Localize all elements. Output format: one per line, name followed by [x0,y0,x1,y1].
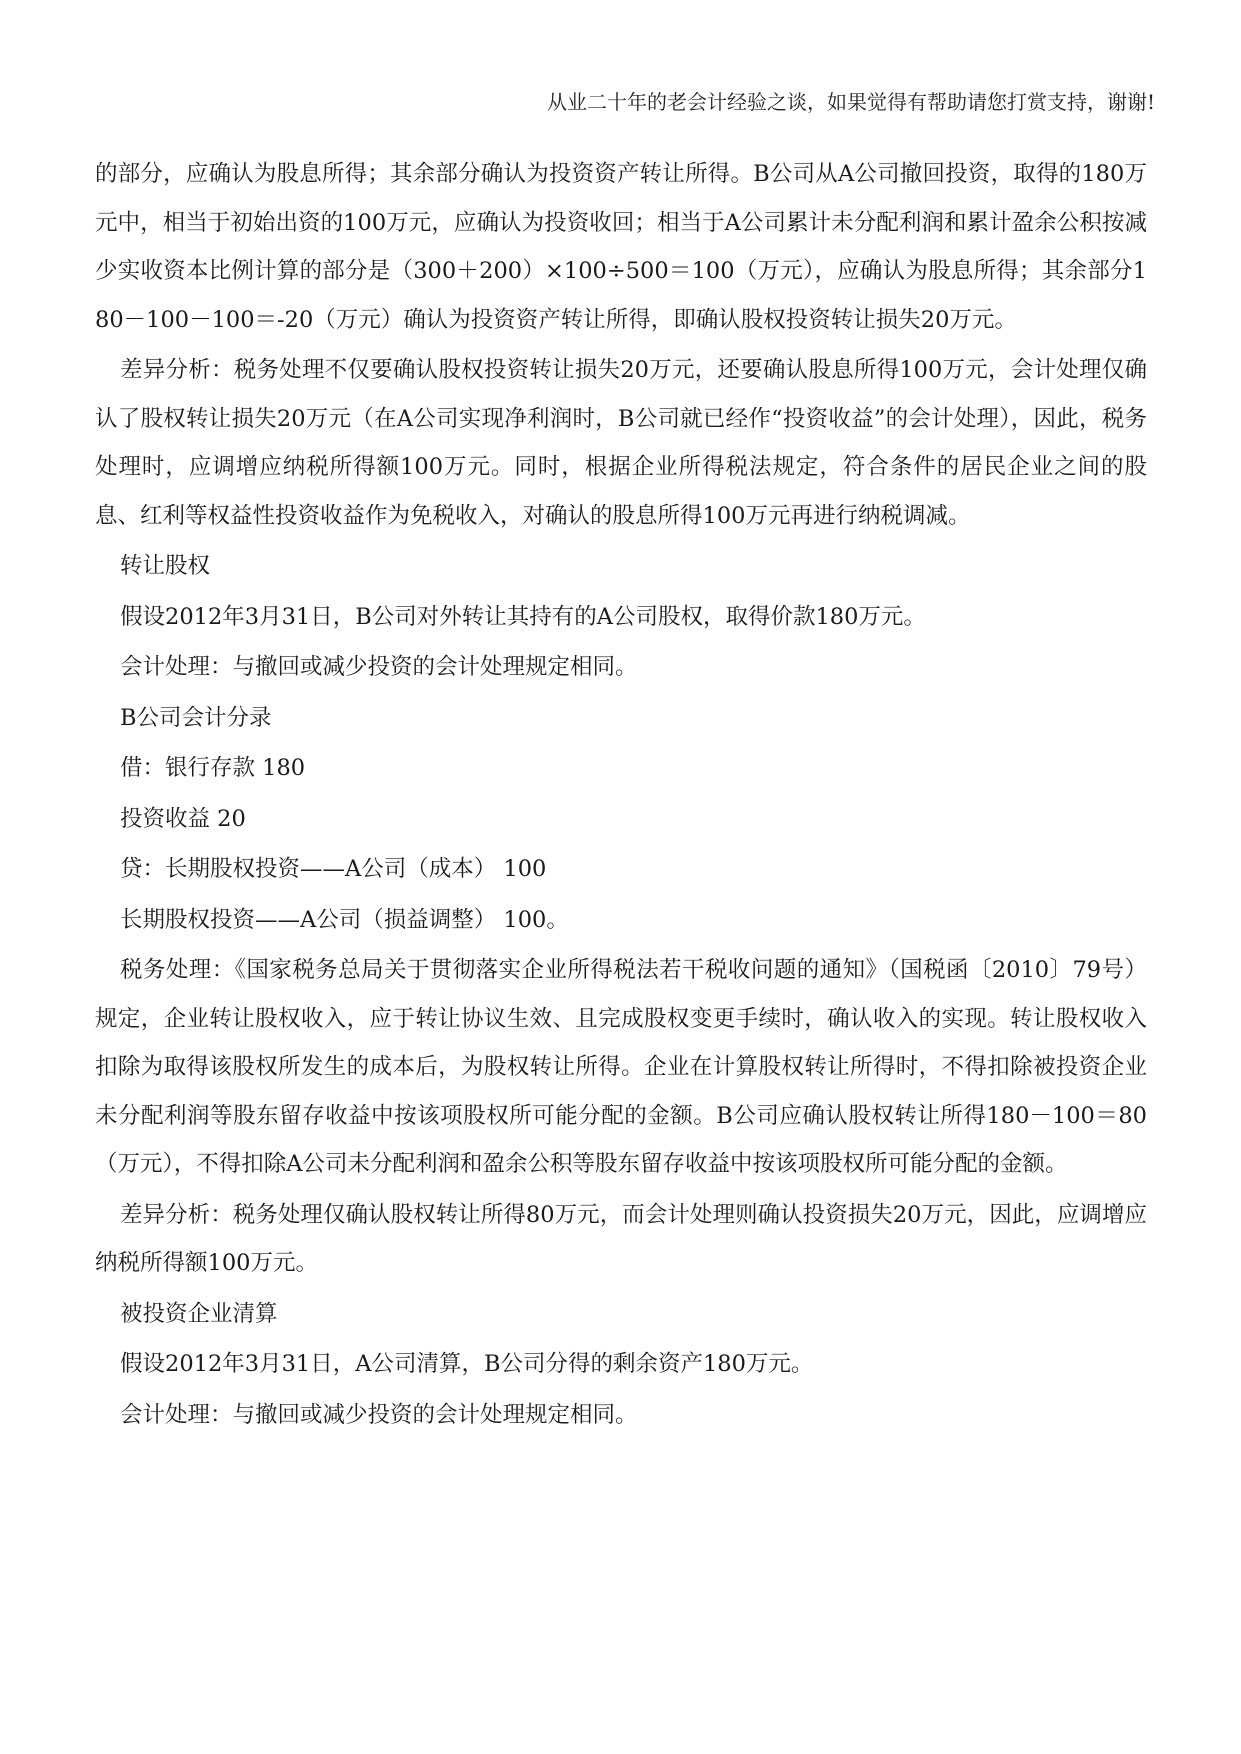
paragraph-tax-treatment: 税务处理：《国家税务总局关于贯彻落实企业所得税法若干税收问题的通知》（国税函〔2010〕79号）规定，企业转让股权收入，应于转让协议生效、且完成股权变更手续时，确认收入的实现。转让股权收入扣除为取得该股权所发生的成本后，为股权转让所得。企业在计算股权转让所得时，不得扣除被投资企业未分配利润等股东留存收益中按该项股权所可能分配的金额。B公司应确认股权转让所得180－100＝80（万元），不得扣除A公司未分配利润和盈余公积等股东留存收益中按该项股权所可能分配的金额。 [95,957,1147,1177]
paragraph-difference-analysis-1: 差异分析：税务处理不仅要确认股权投资转让损失20万元，还要确认股息所得100万元，会计处理仅确认了股权转让损失20万元（在A公司实现净利润时，B公司就已经作“投资收益”的会计处理），因此，税务处理时，应调增应纳税所得额100万元。同时，根据企业所得税法规定，符合条件的居民企业之间的股息、红利等权益性投资收益作为免税收入，对确认的股息所得100万元再进行纳税调减。 [95,357,1147,529]
journal-line-debit-bank: 借：银行存款 180 [120,755,306,781]
paragraph-transfer-assumption: 假设2012年3月31日，B公司对外转让其持有的A公司股权，取得价款180万元。 [120,603,926,630]
paragraph-journal-entry-title: B公司会计分录 [120,704,272,731]
paragraph-liquidation-assumption: 假设2012年3月31日，A公司清算，B公司分得的剩余资产180万元。 [120,1351,814,1377]
paragraph-dividend-recognition: 的部分，应确认为股息所得；其余部分确认为投资资产转让所得。B公司从A公司撤回投资，取得的180万元中，相当于初始出资的100万元，应确认为投资收回；相当于A公司累计未分配利润和累计盈余公积按减少实收资本比例计算的部分是（300＋200）×100÷500＝100（万元），应确认为股息所得；其余部分180－100－100＝-20（万元）确认为投资资产转让所得，即确认股权投资转让损失20万元。 [95,161,1147,333]
journal-line-credit-cost: 贷：长期股权投资——A公司（成本） 100 [120,856,547,882]
section-heading-liquidation: 被投资企业清算 [120,1300,278,1327]
section-heading-transfer-equity: 转让股权 [120,553,211,579]
header-note: 从业二十年的老会计经验之谈，如果觉得有帮助请您打赏支持，谢谢! [546,90,1155,114]
journal-line-investment-income: 投资收益 20 [120,805,246,832]
paragraph-accounting-treatment-2: 会计处理：与撤回或减少投资的会计处理规定相同。 [120,1401,638,1428]
journal-line-profit-adjustment: 长期股权投资——A公司（损益调整） 100。 [120,906,569,933]
paragraph-difference-analysis-2: 差异分析：税务处理仅确认股权转让所得80万元，而会计处理则确认投资损失20万元，因此，应调增应纳税所得额100万元。 [95,1201,1147,1276]
paragraph-accounting-treatment-1: 会计处理：与撤回或减少投资的会计处理规定相同。 [120,654,638,680]
document-body [95,150,1147,1441]
